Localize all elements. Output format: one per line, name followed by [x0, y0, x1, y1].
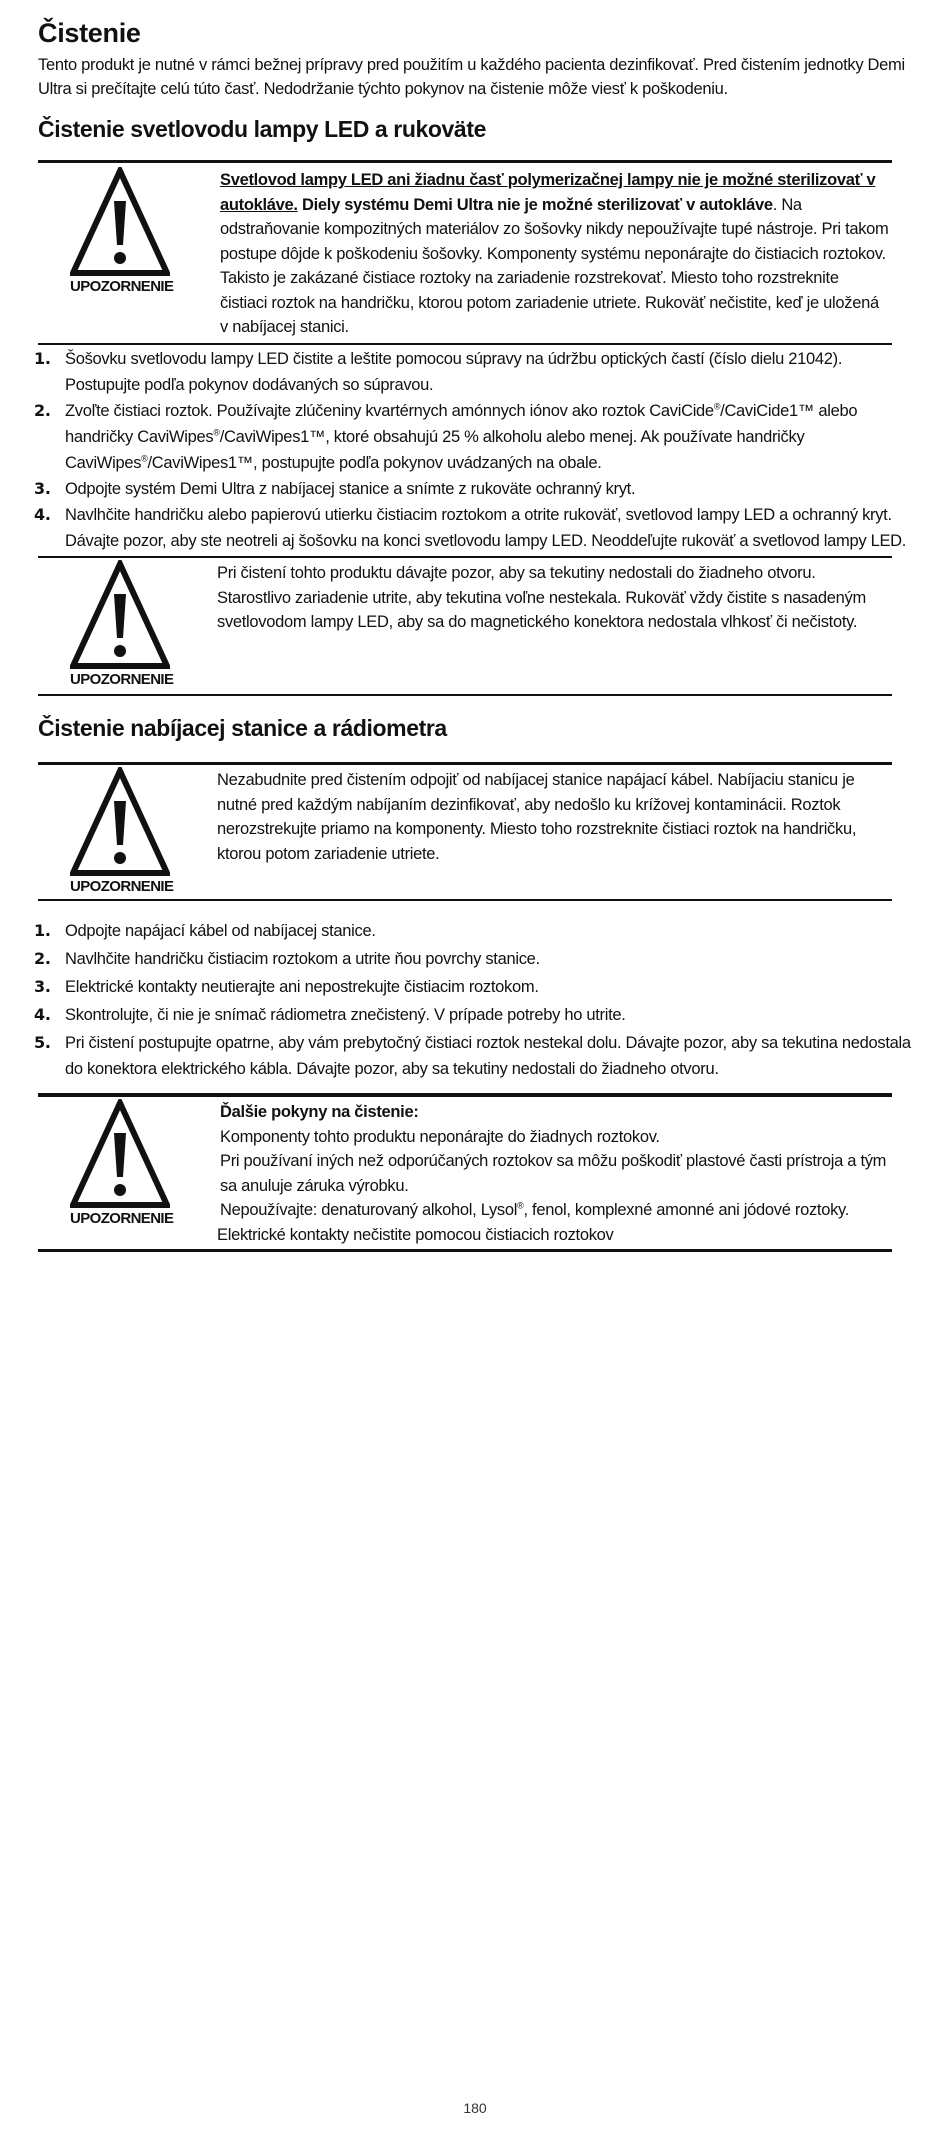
warning-icon-group [70, 1099, 174, 1227]
warning-label: UPOZORNENIE [70, 1210, 174, 1227]
list-item: 4. Skontrolujte, či nie je snímač rádiometra znečistený. V prípade potreby ho utrite. [34, 1005, 626, 1024]
warning-icon-group [70, 560, 174, 688]
page-title: Čistenie [38, 18, 141, 48]
instruction-line: Nepoužívajte: denaturovaný alkohol, Lysol®, fenol, komplexné amonné ani jódové roztoky. [220, 1200, 850, 1219]
warning-label: UPOZORNENIE [70, 278, 174, 295]
warning-box-unplug [38, 762, 892, 901]
list-item: 1. Šošovku svetlovodu lampy LED čistite a leštite pomocou súpravy na údržbu optických častí (číslo dielu 21042). Postupujte podľa pokynov dodávaných so súpravou. [34, 349, 843, 394]
list-item: 5. Pri čistení postupujte opatrne, aby vám prebytočný čistiaci roztok nestekal dolu. Dávajte pozor, aby sa tekutina nedostala do konektora elektrického kábla. Dávajte pozor, aby sa tekutiny nedostali do žiadneho otvoru. [34, 1033, 911, 1078]
warning-triangle-icon [70, 1099, 170, 1209]
warning-triangle-icon [70, 560, 170, 670]
warning-triangle-icon [70, 167, 170, 277]
warning-text: Nezabudnite pred čistením odpojiť od nabíjacej stanice napájací kábel. Nabíjaciu stanicu je nutné pred každým nabíjaním dezinfikovať, aby nedošlo ku krížovej kontaminácii. Roztok nerozstrekujte priamo na komponenty. Miesto toho rozstreknite čistiaci roztok na handričku, ktorou potom zariadenie utriete. [217, 771, 857, 863]
warning-body: . Na odstraňovanie kompozitných materiálov zo šošovky nikdy nepoužívajte tupé nástroje. Pri takom postupe dôjde k poškodeniu šošovky. Komponenty systému neponárajte do čistiacich roztokov. Takisto je zakázané čistiace roztoky na zariadenie rozstrekovať. Miesto toho rozstreknite čistiaci roztok na handričku, ktorou potom zariadenie utriete. Rukoväť nečistite, keď je uložená v nabíjacej stanici. [220, 195, 889, 336]
page-number: 180 [463, 2100, 487, 2116]
warning-box-liquids [38, 556, 892, 696]
intro-paragraph: Tento produkt je nutné v rámci bežnej prípravy pred použitím u každého pacienta dezinfikovať. Pred čistením jednotky Demi Ultra si prečítajte celú túto časť. Nedodržanie týchto pokynov na čistenie môže viesť k poškodeniu. [38, 56, 905, 98]
instruction-line: Komponenty tohto produktu neponárajte do žiadnych roztokov. [220, 1127, 660, 1146]
list-item: 2. Navlhčite handričku čistiacim roztokom a utrite ňou povrchy stanice. [34, 949, 540, 968]
list-item: 1. Odpojte napájací kábel od nabíjacej stanice. [34, 921, 376, 940]
warning-box-autoclave [38, 160, 892, 345]
instruction-line: Elektrické kontakty nečistite pomocou čistiacich roztokov [217, 1225, 614, 1244]
warning-icon-group [70, 767, 174, 895]
warning-label: UPOZORNENIE [70, 878, 174, 895]
warning-text [220, 168, 890, 340]
section-heading-led: Čistenie svetlovodu lampy LED a rukoväte [38, 116, 486, 142]
warning-label: UPOZORNENIE [70, 671, 174, 688]
list-item: 4. Navlhčite handričku alebo papierovú utierku čistiacim roztokom a otrite rukoväť, svetlovod lampy LED a ochranný kryt. Dávajte pozor, aby ste neotreli aj šošovku na konci svetlovodu lampy LED. Neoddeľujte rukoväť a svetlovod lampy LED. [34, 505, 907, 550]
warning-icon-group [70, 167, 174, 295]
list-item: 2. Zvoľte čistiaci roztok. Používajte zlúčeniny kvartérnych amónnych iónov ako roztok CaviCide®/CaviCide1™ alebo handričky CaviWipes®/CaviWipes1™, ktoré obsahujú 25 % alkoholu alebo menej. Ak používate handričky CaviWipes®/CaviWipes1™, postupujte podľa pokynov uvádzaných na obale. [34, 401, 858, 472]
list-item: 3. Odpojte systém Demi Ultra z nabíjacej stanice a snímte z rukoväte ochranný kryt. [34, 479, 636, 498]
instruction-line: Pri používaní iných než odporúčaných roztokov sa môžu poškodiť plastové časti prístroja a tým sa anuluje záruka výrobku. [220, 1152, 887, 1195]
warning-box-further-instructions [38, 1093, 892, 1252]
led-cleaning-steps [34, 346, 914, 554]
station-cleaning-steps [34, 918, 914, 1082]
further-instructions-heading: Ďalšie pokyny na čistenie: [220, 1103, 419, 1121]
section-heading-charging: Čistenie nabíjacej stanice a rádiometra [38, 715, 447, 741]
warning-text: Pri čistení tohto produktu dávajte pozor, aby sa tekutiny nedostali do žiadneho otvoru. Starostlivo zariadenie utrite, aby tekutina voľne nestekala. Rukoväť vždy čistite s nasadeným svetlovodom lampy LED, aby sa do magnetického konektora nedostala vlhkosť či nečistoty. [217, 564, 866, 631]
warning-triangle-icon [70, 767, 170, 877]
list-item: 3. Elektrické kontakty neutierajte ani nepostrekujte čistiacim roztokom. [34, 977, 539, 996]
warning-bold: Diely systému Demi Ultra nie je možné sterilizovať v autokláve [297, 195, 773, 214]
warning-bold-underline: Svetlovod lampy LED ani žiadnu časť polymerizačnej lampy nie je možné sterilizovať v autokláve. [220, 171, 876, 214]
warning-text [217, 1100, 890, 1247]
